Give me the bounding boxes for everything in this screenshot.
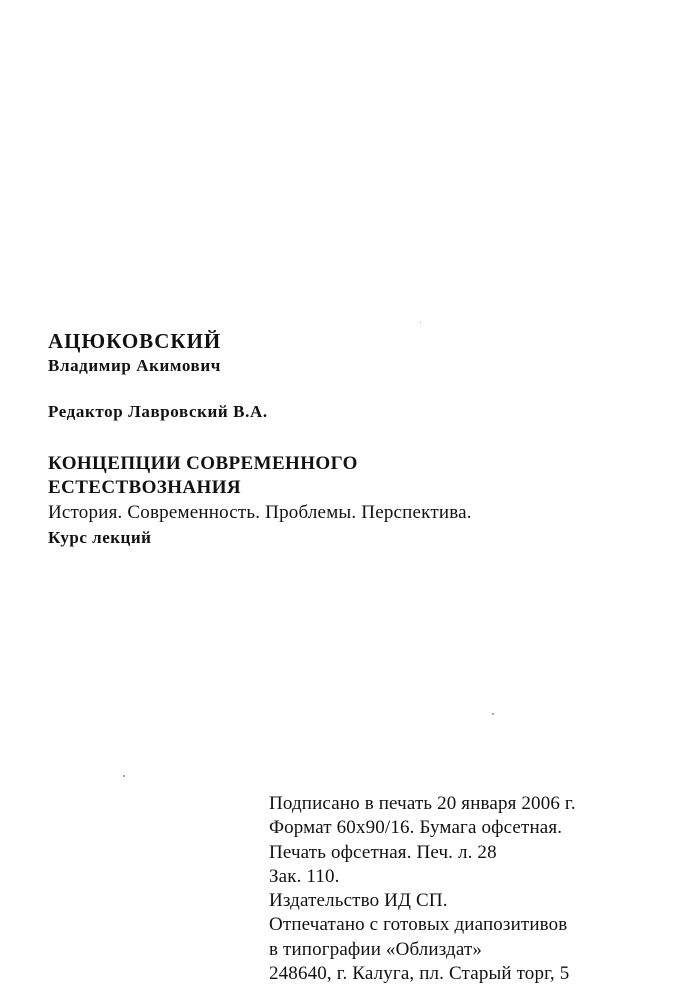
scan-speck (123, 775, 125, 777)
scan-speck (420, 322, 421, 323)
imprint-line: Зак. 110. (269, 865, 340, 887)
book-subtitle: История. Современность. Проблемы. Перспектива. (48, 502, 472, 523)
book-title-block (48, 452, 472, 550)
scan-speck (492, 713, 494, 715)
imprint-line: Формат 60х90/16. Бумага офсетная. (269, 817, 563, 839)
imprint-block (269, 792, 576, 986)
imprint-line: Печать офсетная. Печ. л. 28 (269, 841, 497, 863)
author-block (48, 328, 221, 378)
editor-line: Редактор Лавровский В.А. (48, 402, 268, 421)
imprint-line: Подписано в печать 20 января 2006 г. (269, 793, 576, 814)
book-title-line-2: ЕСТЕСТВОЗНАНИЯ (48, 477, 241, 498)
imprint-line: в типографии «Облиздат» (269, 938, 483, 960)
book-title-line-1: КОНЦЕПЦИИ СОВРЕМЕННОГО (48, 453, 358, 474)
book-course-label: Курс лекций (48, 528, 152, 547)
imprint-line: 248640, г. Калуга, пл. Старый торг, 5 (269, 963, 570, 985)
author-surname: АЦЮКОВСКИЙ (48, 329, 222, 353)
imprint-line: Издательство ИД СП. (269, 890, 448, 912)
imprint-line: Отпечатано с готовых диапозитивов (269, 914, 568, 936)
author-given-names: Владимир Акимович (48, 356, 221, 375)
